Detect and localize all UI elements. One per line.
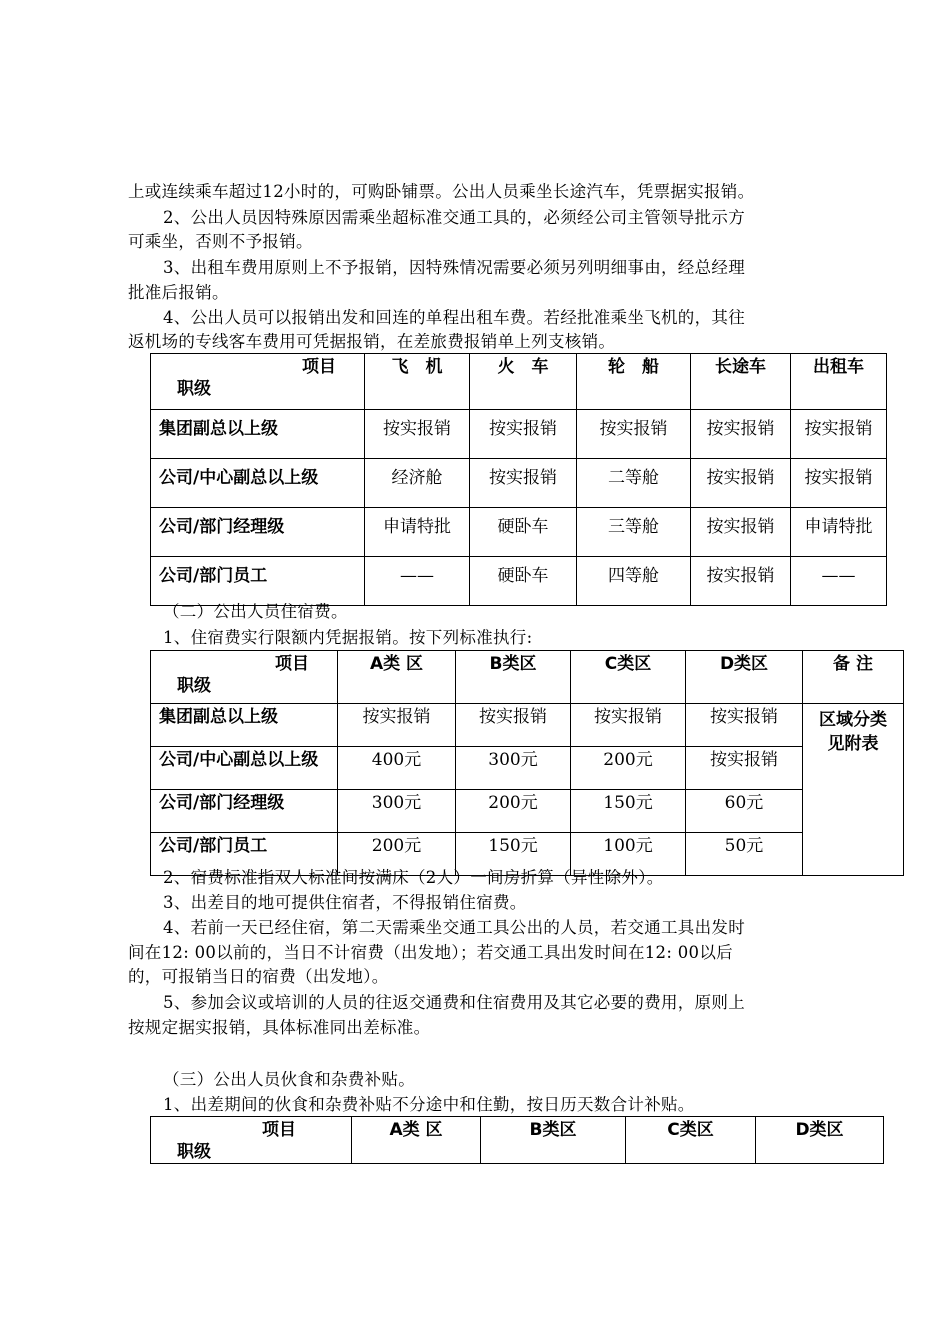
table-cell: 按实报销 [338, 704, 456, 747]
table-cell: 400元 [338, 747, 456, 790]
row-label-text: 公司/中心副总以上级 [159, 750, 319, 770]
column-header: C类区 [571, 651, 686, 704]
table-cell: 200元 [571, 747, 686, 790]
paragraph-line: 4、公出人员可以报销出发和回连的单程出租车费。若经批准乘坐飞机的，其往 [163, 308, 745, 327]
corner-bottom-label: 职级 [177, 676, 211, 696]
row-label [151, 747, 338, 790]
paragraph-line: 4、若前一天已经住宿，第二天需乘坐交通工具公出的人员，若交通工具出发时 [163, 918, 745, 937]
row-label: 集团副总以上级 [151, 410, 365, 459]
table-cell: 按实报销 [577, 410, 691, 459]
table-cell: 申请特批 [365, 508, 470, 557]
column-header: C类区 [626, 1117, 756, 1164]
table-cell: 150元 [456, 833, 571, 876]
table-cell: 四等舱 [577, 557, 691, 606]
paragraph-line: 间在12: 00以前的，当日不计宿费（出发地）；若交通工具出发时间在12: 00以后 [128, 943, 733, 962]
table-cell: 50元 [686, 833, 803, 876]
table-cell: 按实报销 [691, 508, 791, 557]
table-cell: 按实报销 [365, 410, 470, 459]
remarks-line: 区域分类 [819, 710, 887, 730]
row-label: 公司/部门员工 [151, 833, 338, 876]
section-title: （二）公出人员住宿费。 [163, 602, 348, 621]
table-cell: 按实报销 [791, 410, 887, 459]
table-cell: 三等舱 [577, 508, 691, 557]
table-cell: —— [791, 557, 887, 606]
table-cell: 按实报销 [470, 459, 577, 508]
table-cell: 按实报销 [691, 557, 791, 606]
table-cell: 按实报销 [691, 459, 791, 508]
paragraph-line: 批准后报销。 [128, 283, 229, 302]
row-label: 公司/部门员工 [151, 557, 365, 606]
corner-top-label: 项目 [262, 1120, 296, 1140]
table-cell: —— [365, 557, 470, 606]
column-header: 出租车 [791, 354, 887, 410]
table-cell: 150元 [571, 790, 686, 833]
table-cell: 按实报销 [470, 410, 577, 459]
table-corner-cell [151, 354, 365, 410]
table-cell: 按实报销 [456, 704, 571, 747]
table-cell: 按实报销 [691, 410, 791, 459]
paragraph-line: 5、参加会议或培训的人员的往返交通费和住宿费用及其它必要的费用，原则上 [163, 993, 745, 1012]
table-cell: 200元 [338, 833, 456, 876]
transport-table [150, 353, 887, 606]
section-title: （三）公出人员伙食和杂费补贴。 [163, 1070, 415, 1089]
paragraph-line: 按规定据实报销，具体标准同出差标准。 [128, 1018, 431, 1037]
paragraph-line: 2、公出人员因特殊原因需乘坐超标准交通工具的，必须经公司主管领导批示方 [163, 208, 745, 227]
table-cell: 100元 [571, 833, 686, 876]
remarks-cell [803, 704, 904, 876]
remarks-line: 见附表 [827, 734, 879, 754]
table-cell: 按实报销 [791, 459, 887, 508]
table-cell: 60元 [686, 790, 803, 833]
table-cell: 硬卧车 [470, 508, 577, 557]
row-label: 公司/部门经理级 [151, 508, 365, 557]
column-header: B类区 [481, 1117, 626, 1164]
table-cell: 申请特批 [791, 508, 887, 557]
table-cell: 硬卧车 [470, 557, 577, 606]
table-cell: 二等舱 [577, 459, 691, 508]
paragraph-line: 1、住宿费实行限额内凭据报销。按下列标准执行: [163, 628, 533, 647]
row-label: 公司/部门经理级 [151, 790, 338, 833]
table-cell: 按实报销 [686, 704, 803, 747]
table-corner-cell [151, 651, 338, 704]
column-header: D类区 [686, 651, 803, 704]
paragraph-line: 可乘坐，否则不予报销。 [128, 232, 313, 251]
paragraph-line: 返机场的专线客车费用可凭据报销，在差旅费报销单上列支核销。 [128, 332, 616, 351]
lodging-table [150, 650, 904, 876]
table-corner-cell [151, 1117, 352, 1164]
column-header: B类区 [456, 651, 571, 704]
table-cell: 200元 [456, 790, 571, 833]
corner-bottom-label: 职级 [177, 1142, 211, 1162]
paragraph-line: 3、出差目的地可提供住宿者，不得报销住宿费。 [163, 893, 527, 912]
table-cell: 300元 [338, 790, 456, 833]
paragraph-line: 上或连续乘车超过12小时的，可购卧铺票。公出人员乘坐长途汽车，凭票据实报销。 [128, 182, 755, 201]
column-header: 轮 船 [577, 354, 691, 410]
column-header: 备 注 [803, 651, 904, 704]
table-row [151, 459, 887, 508]
table-row [151, 747, 904, 790]
table-cell: 经济舱 [365, 459, 470, 508]
paragraph-line: 2、宿费标准指双人标准间按满床（2人）一间房折算（异性除外）。 [163, 868, 664, 887]
row-label: 集团副总以上级 [151, 704, 338, 747]
corner-bottom-label: 职级 [177, 379, 211, 399]
table-row [151, 704, 904, 747]
column-header: D类区 [756, 1117, 884, 1164]
row-label: 公司/中心副总以上级 [151, 459, 365, 508]
table-cell: 300元 [456, 747, 571, 790]
meal-allowance-table [150, 1116, 884, 1164]
column-header: 飞 机 [365, 354, 470, 410]
column-header: A类 区 [338, 651, 456, 704]
column-header: 长途车 [691, 354, 791, 410]
table-row [151, 557, 887, 606]
column-header: 火 车 [470, 354, 577, 410]
table-row [151, 410, 887, 459]
table-cell: 按实报销 [686, 747, 803, 790]
table-row [151, 508, 887, 557]
corner-top-label: 项目 [302, 357, 336, 377]
table-row [151, 790, 904, 833]
paragraph-line: 1、出差期间的伙食和杂费补贴不分途中和住勤，按日历天数合计补贴。 [163, 1095, 695, 1114]
corner-top-label: 项目 [275, 654, 309, 674]
paragraph-line: 的，可报销当日的宿费（出发地）。 [128, 967, 389, 986]
table-cell: 按实报销 [571, 704, 686, 747]
paragraph-line: 3、出租车费用原则上不予报销，因特殊情况需要必须另列明细事由，经总经理 [163, 258, 745, 277]
column-header: A类 区 [352, 1117, 481, 1164]
